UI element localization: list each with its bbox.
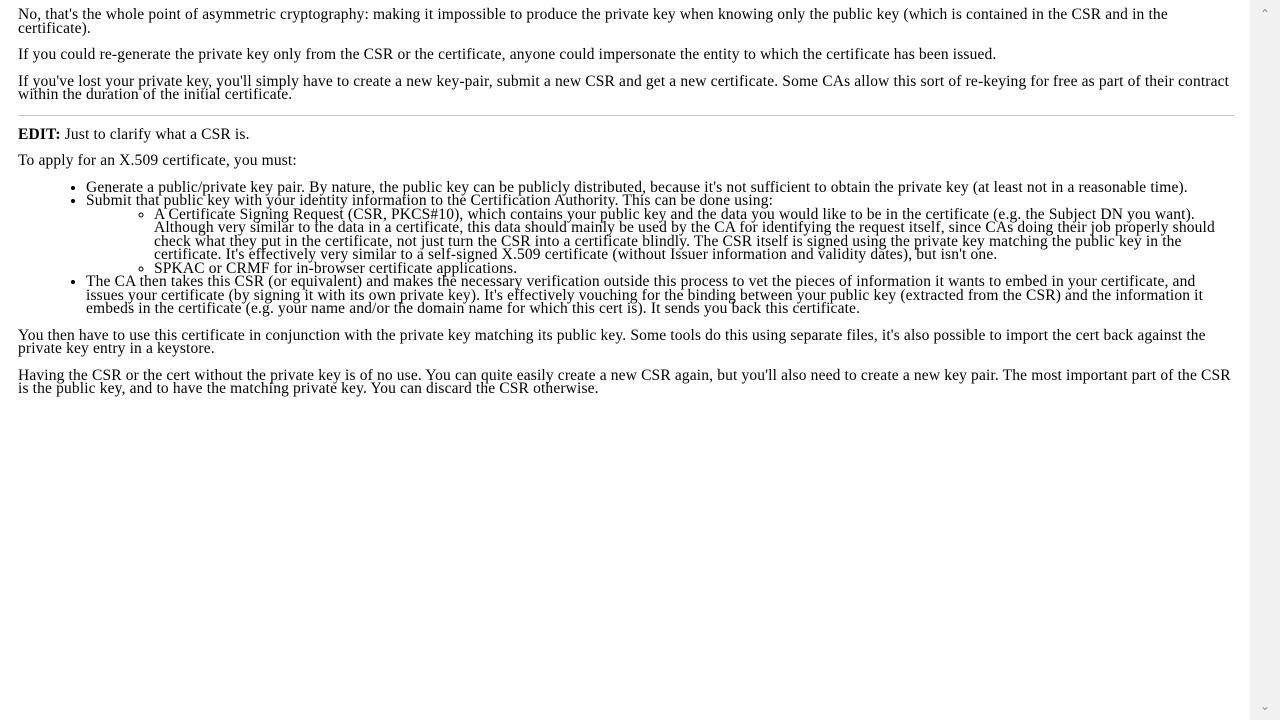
step-submit: Submit that public key with your identity information to the Certification Authority. This can be done using:: [86, 192, 774, 209]
steps-intro: To apply for an X.509 certificate, you must:: [18, 152, 297, 169]
list-item: [154, 205, 1234, 263]
paragraph-use-cert: You then have to use this certificate in conjunction with the private key matching its public key. Some tools do this using separate files, it's also possible to import the cert back against the private key entry in a keystore.: [18, 326, 1206, 357]
step-ca-issues: The CA then takes this CSR (or equivalent) and makes the necessary verification outside this process to vet the pieces of information it wants to embed in your certificate, and issues your certificate (by signing it with its own private key). It's effectively vouching for the binding between your public key (extracted from the CSR) and the information it embeds in the certificate (e.g. your name and/or the domain name for which this cert is). It sends you back this certificate.: [86, 273, 1204, 317]
substeps-list: [86, 205, 1234, 277]
edit-note: [18, 125, 1234, 143]
edit-text: Just to clarify what a CSR is.: [60, 125, 250, 143]
substep-spkac: SPKAC or CRMF for in-browser certificate applications.: [154, 259, 518, 277]
divider: [18, 115, 1234, 116]
paragraph-discard-csr: Having the CSR or the cert without the private key is of no use. You can quite easily create a new CSR again, but you'll also need to create a new key pair. The most important part of the CSR is the public key, and to have the matching private key. You can discard the CSR otherwise.: [18, 366, 1231, 397]
list-item: [86, 275, 1234, 316]
chevron-up-icon[interactable]: ⌃: [1259, 7, 1271, 21]
paragraph-regenerate: If you could re-generate the private key only from the CSR or the certificate, anyone could impersonate the entity to which the certificate has been issued.: [18, 46, 997, 63]
answer-body: [18, 8, 1234, 409]
paragraph-lost-key: If you've lost your private key, you'll simply have to create a new key-pair, submit a new CSR and get a new certificate. Some CAs allow this sort of re-keying for free as part of their contract within the duration of the initial certificate.: [18, 72, 1230, 103]
steps-list: [18, 178, 1234, 317]
substep-csr: A Certificate Signing Request (CSR, PKCS#10), which contains your public key and the data you would like to be in the certificate (e.g. the Subject DN you want). Although very similar to the data in a certificate, this data should mainly be used by the CA for identifying the request itself, since CAs doing their job properly should check what they put in the certificate, not just turn the CSR into a certificate blindly. The CSR itself is signed using the private key matching the public key in the certificate. It's effectively very similar to a self-signed X.509 certificate (without Issuer information and validity dates), but isn't one.: [154, 205, 1215, 263]
paragraph-asymmetric: No, that's the whole point of asymmetric cryptography: making it impossible to produce the private key when knowing only the public key (which is contained in the CSR and in the certificate).: [18, 6, 1168, 37]
step-generate: Generate a public/private key pair. By nature, the public key can be publicly distributed, because it's not sufficient to obtain the private key (at least not in a reasonable time).: [86, 178, 1188, 196]
list-item: [86, 194, 1234, 275]
edit-label: EDIT:: [18, 125, 61, 143]
chevron-down-icon[interactable]: ⌄: [1259, 699, 1271, 713]
vertical-scrollbar[interactable]: [1250, 0, 1280, 720]
